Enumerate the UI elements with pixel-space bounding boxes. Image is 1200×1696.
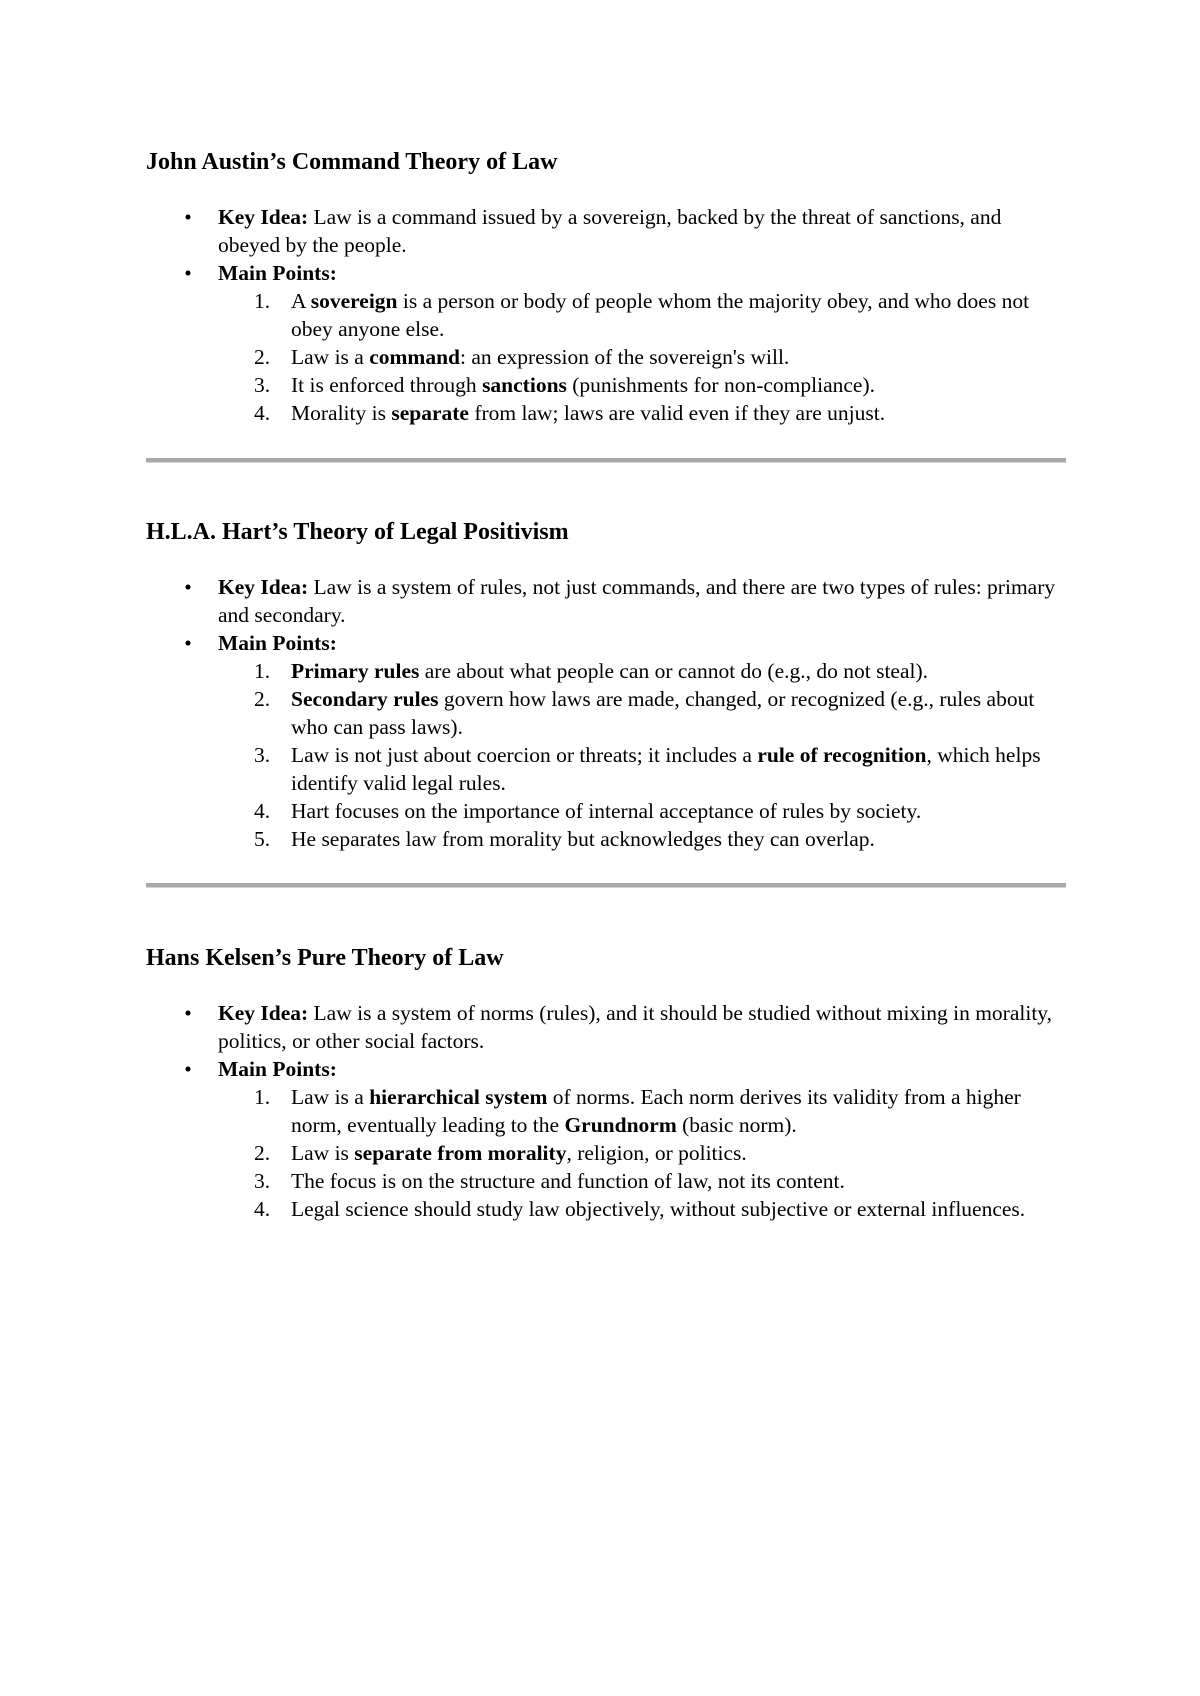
main-points-label: Main Points: [218, 261, 337, 285]
item-emphasis: Grundnorm [564, 1113, 677, 1137]
item-number: 3. [254, 743, 271, 767]
item-text: Hart focuses on the importance of internal acceptance of rules by society. [291, 799, 922, 823]
main-points-item [146, 1055, 1066, 1083]
numbered-list [146, 287, 1066, 427]
item-number: 1. [254, 1085, 271, 1109]
list-item [146, 343, 1066, 371]
item-number: 2. [254, 345, 271, 369]
item-emphasis: sanctions [482, 373, 567, 397]
item-number: 3. [254, 373, 271, 397]
bullet-icon: • [184, 261, 192, 285]
item-text: of norms. Each norm derives its validity from a higher norm, eventually leading to the [291, 1085, 1021, 1137]
key-idea-text: Law is a command issued by a sovereign, backed by the threat of sanctions, and obeyed by the people. [218, 205, 1002, 257]
bullet-icon: • [184, 575, 192, 599]
item-number: 4. [254, 799, 271, 823]
key-idea-label: Key Idea: [218, 575, 309, 599]
list-item [146, 1139, 1066, 1167]
item-text: Legal science should study law objectively, without subjective or external influences. [291, 1197, 1026, 1221]
bullet-list [146, 203, 1066, 287]
list-item [146, 287, 1066, 343]
list-item [146, 371, 1066, 399]
item-number: 2. [254, 1141, 271, 1165]
numbered-list [146, 657, 1066, 853]
item-number: 1. [254, 289, 271, 313]
item-number: 4. [254, 401, 271, 425]
item-number: 3. [254, 1169, 271, 1193]
item-text: : an expression of the sovereign's will. [460, 345, 790, 369]
item-emphasis: separate [391, 401, 469, 425]
horizontal-divider [146, 883, 1066, 888]
main-points-item [146, 629, 1066, 657]
key-idea-item [146, 573, 1066, 629]
list-item [146, 1195, 1066, 1223]
key-idea-label: Key Idea: [218, 205, 309, 229]
item-text: A [291, 289, 311, 313]
item-text: , religion, or politics. [566, 1141, 747, 1165]
bullet-list [146, 999, 1066, 1083]
item-text: from law; laws are valid even if they are unjust. [468, 401, 886, 425]
bullet-icon: • [184, 1057, 192, 1081]
list-item [146, 825, 1066, 853]
main-points-label: Main Points: [218, 1057, 337, 1081]
item-number: 4. [254, 1197, 271, 1221]
section-hart [146, 518, 1066, 853]
list-item [146, 741, 1066, 797]
item-text: The focus is on the structure and function of law, not its content. [291, 1169, 845, 1193]
key-idea-text: Law is a system of rules, not just commands, and there are two types of rules: primary and secondary. [218, 575, 1056, 627]
item-emphasis: sovereign [310, 289, 398, 313]
main-points-label: Main Points: [218, 631, 337, 655]
item-text: , which helps identify valid legal rules. [291, 743, 1041, 795]
item-emphasis: Primary rules [291, 659, 420, 683]
item-text: is a person or body of people whom the majority obey, and who does not obey anyone else. [291, 289, 1030, 341]
bullet-icon: • [184, 1001, 192, 1025]
item-text: Law is a [291, 345, 370, 369]
item-number: 1. [254, 659, 271, 683]
item-text: (basic norm). [676, 1113, 797, 1137]
list-item [146, 657, 1066, 685]
item-text: Morality is [291, 401, 392, 425]
list-item [146, 1167, 1066, 1195]
item-number: 5. [254, 827, 271, 851]
section-kelsen [146, 944, 1066, 1223]
item-emphasis: command [369, 345, 460, 369]
bullet-icon: • [184, 631, 192, 655]
bullet-list [146, 573, 1066, 657]
item-emphasis: Secondary rules [291, 687, 439, 711]
item-emphasis: hierarchical system [369, 1085, 548, 1109]
item-text: Law is not just about coercion or threats; it includes a [291, 743, 758, 767]
list-item [146, 399, 1066, 427]
bullet-icon: • [184, 205, 192, 229]
item-number: 2. [254, 687, 271, 711]
numbered-list [146, 1083, 1066, 1223]
main-points-item [146, 259, 1066, 287]
section-heading: John Austin’s Command Theory of Law [146, 149, 558, 175]
section-heading: Hans Kelsen’s Pure Theory of Law [146, 945, 504, 971]
key-idea-item [146, 203, 1066, 259]
item-emphasis: rule of recognition [757, 743, 927, 767]
item-emphasis: separate from morality [354, 1141, 567, 1165]
section-austin [146, 148, 1066, 427]
key-idea-item [146, 999, 1066, 1055]
item-text: It is enforced through [291, 373, 483, 397]
list-item [146, 797, 1066, 825]
list-item [146, 685, 1066, 741]
item-text: govern how laws are made, changed, or recognized (e.g., rules about who can pass laws). [291, 687, 1035, 739]
item-text: Law is a [291, 1085, 370, 1109]
list-item [146, 1083, 1066, 1139]
item-text: Law is [291, 1141, 355, 1165]
item-text: are about what people can or cannot do (e.g., do not steal). [419, 659, 929, 683]
item-text: (punishments for non-compliance). [566, 373, 875, 397]
key-idea-text: Law is a system of norms (rules), and it should be studied without mixing in morality, politics, or other social factors. [218, 1001, 1053, 1053]
item-text: He separates law from morality but acknowledges they can overlap. [291, 827, 875, 851]
key-idea-label: Key Idea: [218, 1001, 309, 1025]
horizontal-divider [146, 458, 1066, 463]
section-heading: H.L.A. Hart’s Theory of Legal Positivism [146, 519, 569, 545]
